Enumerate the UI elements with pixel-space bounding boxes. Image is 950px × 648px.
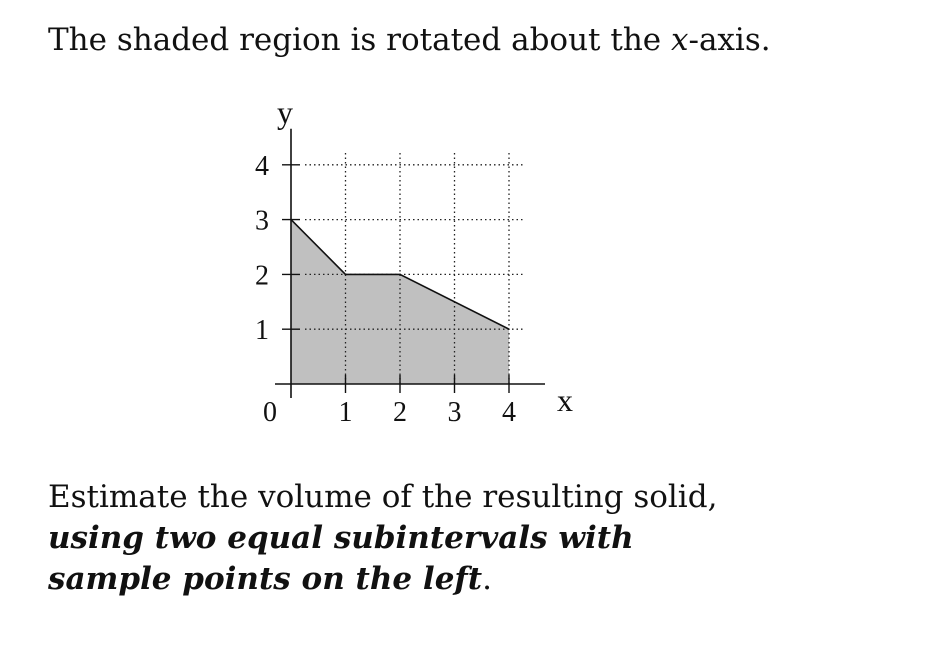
x-tick-label: 1 bbox=[338, 397, 353, 428]
intro-before: The shaded region is rotated about the bbox=[48, 22, 671, 58]
question-emphasis: using two equal subintervals with sample points on the left bbox=[48, 520, 634, 597]
y-tick-label: 2 bbox=[255, 260, 269, 292]
y-tick-label: 1 bbox=[255, 315, 269, 347]
y-tick-label: 4 bbox=[255, 150, 269, 182]
x-tick-label: 4 bbox=[502, 397, 516, 428]
question-end: . bbox=[482, 561, 492, 597]
y-axis-label: y bbox=[277, 93, 293, 130]
y-tick-label: 3 bbox=[255, 205, 269, 237]
intro-after: -axis. bbox=[688, 22, 771, 58]
x-tick-label: 2 bbox=[393, 397, 407, 428]
origin-label: 0 bbox=[263, 397, 277, 428]
intro-text bbox=[48, 20, 771, 60]
boundary-line bbox=[291, 220, 509, 330]
shaded-region bbox=[291, 220, 509, 384]
intro-variable: x bbox=[670, 22, 689, 58]
x-axis-label: x bbox=[557, 382, 573, 418]
question-plain: Estimate the volume of the resulting solid, bbox=[48, 479, 718, 515]
x-tick-label: 3 bbox=[447, 397, 462, 428]
question-text bbox=[48, 477, 758, 600]
